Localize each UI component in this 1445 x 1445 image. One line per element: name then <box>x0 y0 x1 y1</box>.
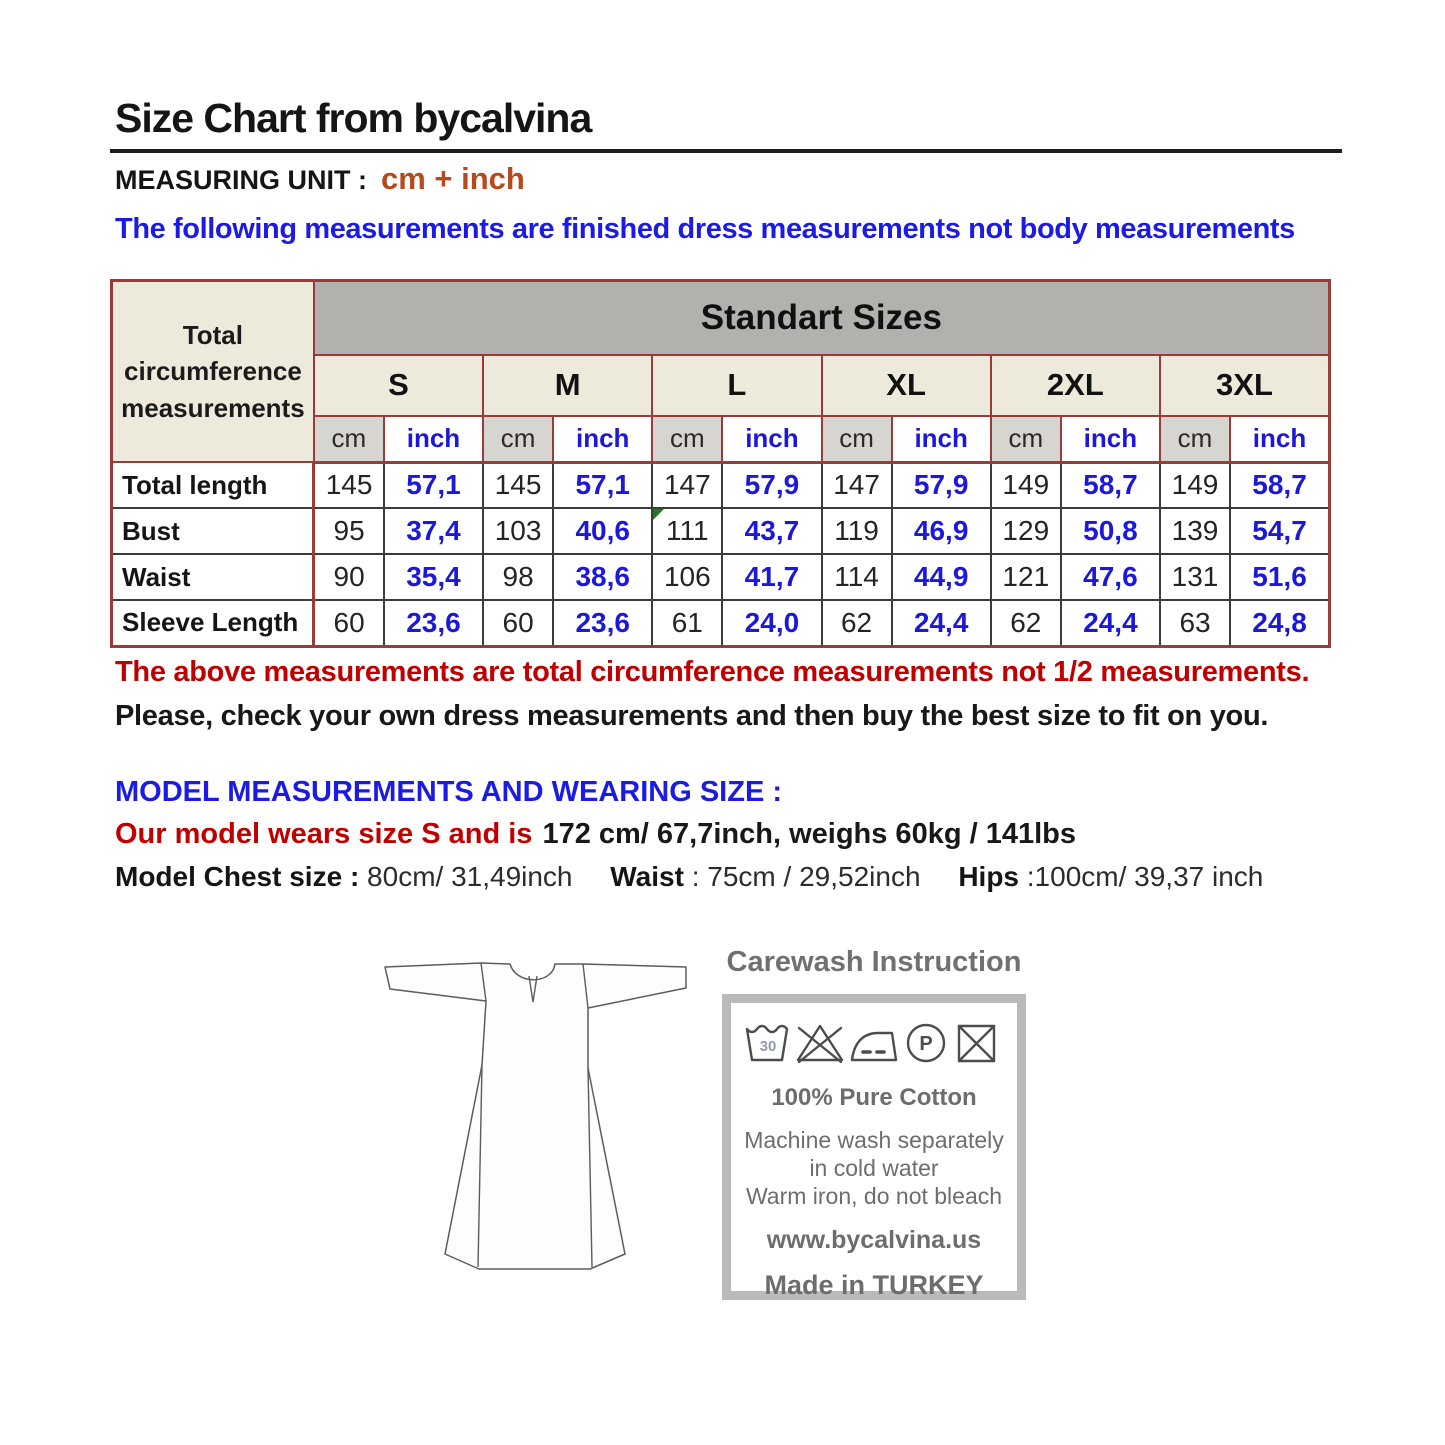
standart-sizes-header: Standart Sizes <box>314 281 1330 355</box>
cell-cm: 114 <box>822 554 892 600</box>
unit-header-inch: inch <box>1061 416 1160 463</box>
model-measurements-heading: MODEL MEASUREMENTS AND WEARING SIZE : <box>115 776 783 808</box>
cell-cm: 63 <box>1160 600 1230 646</box>
cell-cm: 121 <box>991 554 1061 600</box>
care-instruction-line: Machine wash separately <box>744 1127 1004 1153</box>
cell-cm: 145 <box>483 462 553 508</box>
cell-cm <box>652 508 722 554</box>
cell-inch: 24,4 <box>892 600 991 646</box>
iron-warm-icon <box>852 1033 896 1060</box>
dress-outline <box>385 963 686 1269</box>
waist-value: : 75cm / 29,52inch <box>691 861 921 892</box>
do-not-tumble-dry-icon <box>959 1026 994 1061</box>
cell-cm: 149 <box>1160 462 1230 508</box>
cell-inch: 24,0 <box>722 600 821 646</box>
cell-inch: 58,7 <box>1230 462 1329 508</box>
cell-cm: 149 <box>991 462 1061 508</box>
cell-inch: 57,9 <box>892 462 991 508</box>
cell-comment-marker <box>653 509 664 520</box>
unit-header-cm: cm <box>1160 416 1230 463</box>
unit-header-cm: cm <box>314 416 384 463</box>
cell-cm: 145 <box>314 462 384 508</box>
cell-inch: 51,6 <box>1230 554 1329 600</box>
circumference-note: The above measurements are total circumference measurements not 1/2 measurements. <box>115 656 1310 688</box>
size-header-2xl: 2XL <box>991 355 1160 416</box>
fit-advice-note: Please, check your own dress measurements and then buy the best size to fit on you. <box>115 700 1269 732</box>
cell-inch: 46,9 <box>892 508 991 554</box>
cell-inch: 40,6 <box>553 508 652 554</box>
cell-cm: 62 <box>991 600 1061 646</box>
table-corner-label: Total circumference measurements <box>112 281 314 463</box>
care-instruction-line: in cold water <box>809 1155 939 1181</box>
table-row-total-length <box>112 462 1330 508</box>
measuring-unit-label: MEASURING UNIT : <box>115 165 367 195</box>
unit-header-inch: inch <box>722 416 821 463</box>
cell-inch: 23,6 <box>384 600 483 646</box>
measuring-unit-value: cm + inch <box>381 161 525 196</box>
cell-inch: 57,9 <box>722 462 821 508</box>
title-divider <box>110 149 1342 153</box>
table-row-sleeve-length <box>112 600 1330 646</box>
cell-cm: 98 <box>483 554 553 600</box>
dry-clean-letter: P <box>919 1033 933 1055</box>
table-row-waist <box>112 554 1330 600</box>
model-wears-black-text: 172 cm/ 67,7inch, weighs 60kg / 141lbs <box>542 818 1076 850</box>
unit-header-inch: inch <box>892 416 991 463</box>
cell-cm: 103 <box>483 508 553 554</box>
chest-label: Model Chest size : <box>115 861 360 892</box>
unit-header-cm: cm <box>483 416 553 463</box>
care-symbols-svg <box>745 1019 1003 1067</box>
cell-inch: 24,8 <box>1230 600 1329 646</box>
cell-cm: 131 <box>1160 554 1230 600</box>
cell-inch: 24,4 <box>1061 600 1160 646</box>
website-text: www.bycalvina.us <box>766 1226 982 1254</box>
size-chart-table <box>110 279 1331 648</box>
cell-inch: 23,6 <box>553 600 652 646</box>
row-label: Waist <box>112 554 314 600</box>
unit-header-inch: inch <box>1230 416 1329 463</box>
cell-cm: 61 <box>652 600 722 646</box>
unit-header-cm: cm <box>822 416 892 463</box>
care-instruction-line: Warm iron, do not bleach <box>745 1183 1003 1209</box>
size-header-m: M <box>483 355 652 416</box>
cell-inch: 41,7 <box>722 554 821 600</box>
cell-inch: 37,4 <box>384 508 483 554</box>
size-header-s: S <box>314 355 483 416</box>
unit-header-inch: inch <box>553 416 652 463</box>
dress-sketch-svg <box>383 960 689 1282</box>
cell-cm: 129 <box>991 508 1061 554</box>
model-wears-line <box>115 818 1076 851</box>
cell-cm-value: 111 <box>666 515 709 546</box>
size-header-3xl: 3XL <box>1160 355 1330 416</box>
cell-cm: 119 <box>822 508 892 554</box>
page-title: Size Chart from bycalvina <box>115 95 592 141</box>
measuring-unit-line <box>115 161 525 197</box>
cell-inch: 57,1 <box>384 462 483 508</box>
table-row-bust <box>112 508 1330 554</box>
dress-line-drawing <box>383 960 689 1282</box>
finished-measurements-note: The following measurements are finished dress measurements not body measurements <box>115 213 1295 245</box>
cell-cm: 62 <box>822 600 892 646</box>
cell-inch: 47,6 <box>1061 554 1160 600</box>
hips-value: :100cm/ 39,37 inch <box>1026 861 1264 892</box>
care-instructions <box>731 1126 1017 1210</box>
carewash-heading: Carewash Instruction <box>726 946 1022 978</box>
waist-label: Waist <box>610 861 684 892</box>
cell-cm: 147 <box>652 462 722 508</box>
hips-label: Hips <box>958 861 1019 892</box>
chest-value: 80cm/ 31,49inch <box>367 861 573 892</box>
row-label: Total length <box>112 462 314 508</box>
unit-header-inch: inch <box>384 416 483 463</box>
cell-inch: 44,9 <box>892 554 991 600</box>
row-label: Bust <box>112 508 314 554</box>
unit-header-cm: cm <box>991 416 1061 463</box>
cell-cm: 95 <box>314 508 384 554</box>
carewash-box <box>722 994 1026 1300</box>
made-in-label: Made in TURKEY <box>764 1270 984 1300</box>
cell-inch: 50,8 <box>1061 508 1160 554</box>
fabric-label: 100% Pure Cotton <box>771 1084 977 1111</box>
cell-inch: 35,4 <box>384 554 483 600</box>
cell-inch: 57,1 <box>553 462 652 508</box>
cell-inch: 58,7 <box>1061 462 1160 508</box>
unit-header-cm: cm <box>652 416 722 463</box>
cell-cm: 60 <box>314 600 384 646</box>
model-wears-red-text: Our model wears size S and is <box>115 818 533 850</box>
cell-cm: 106 <box>652 554 722 600</box>
cell-cm: 147 <box>822 462 892 508</box>
cell-inch: 43,7 <box>722 508 821 554</box>
cell-inch: 38,6 <box>553 554 652 600</box>
wash-temp-label: 30 <box>759 1038 777 1055</box>
row-label: Sleeve Length <box>112 600 314 646</box>
size-header-xl: XL <box>822 355 991 416</box>
cell-inch: 54,7 <box>1230 508 1329 554</box>
cell-cm: 60 <box>483 600 553 646</box>
do-not-bleach-icon <box>798 1026 842 1062</box>
cell-cm: 139 <box>1160 508 1230 554</box>
cell-cm: 90 <box>314 554 384 600</box>
model-body-measurements-line <box>115 861 1263 893</box>
size-header-l: L <box>652 355 821 416</box>
care-symbols-row <box>731 1019 1017 1072</box>
